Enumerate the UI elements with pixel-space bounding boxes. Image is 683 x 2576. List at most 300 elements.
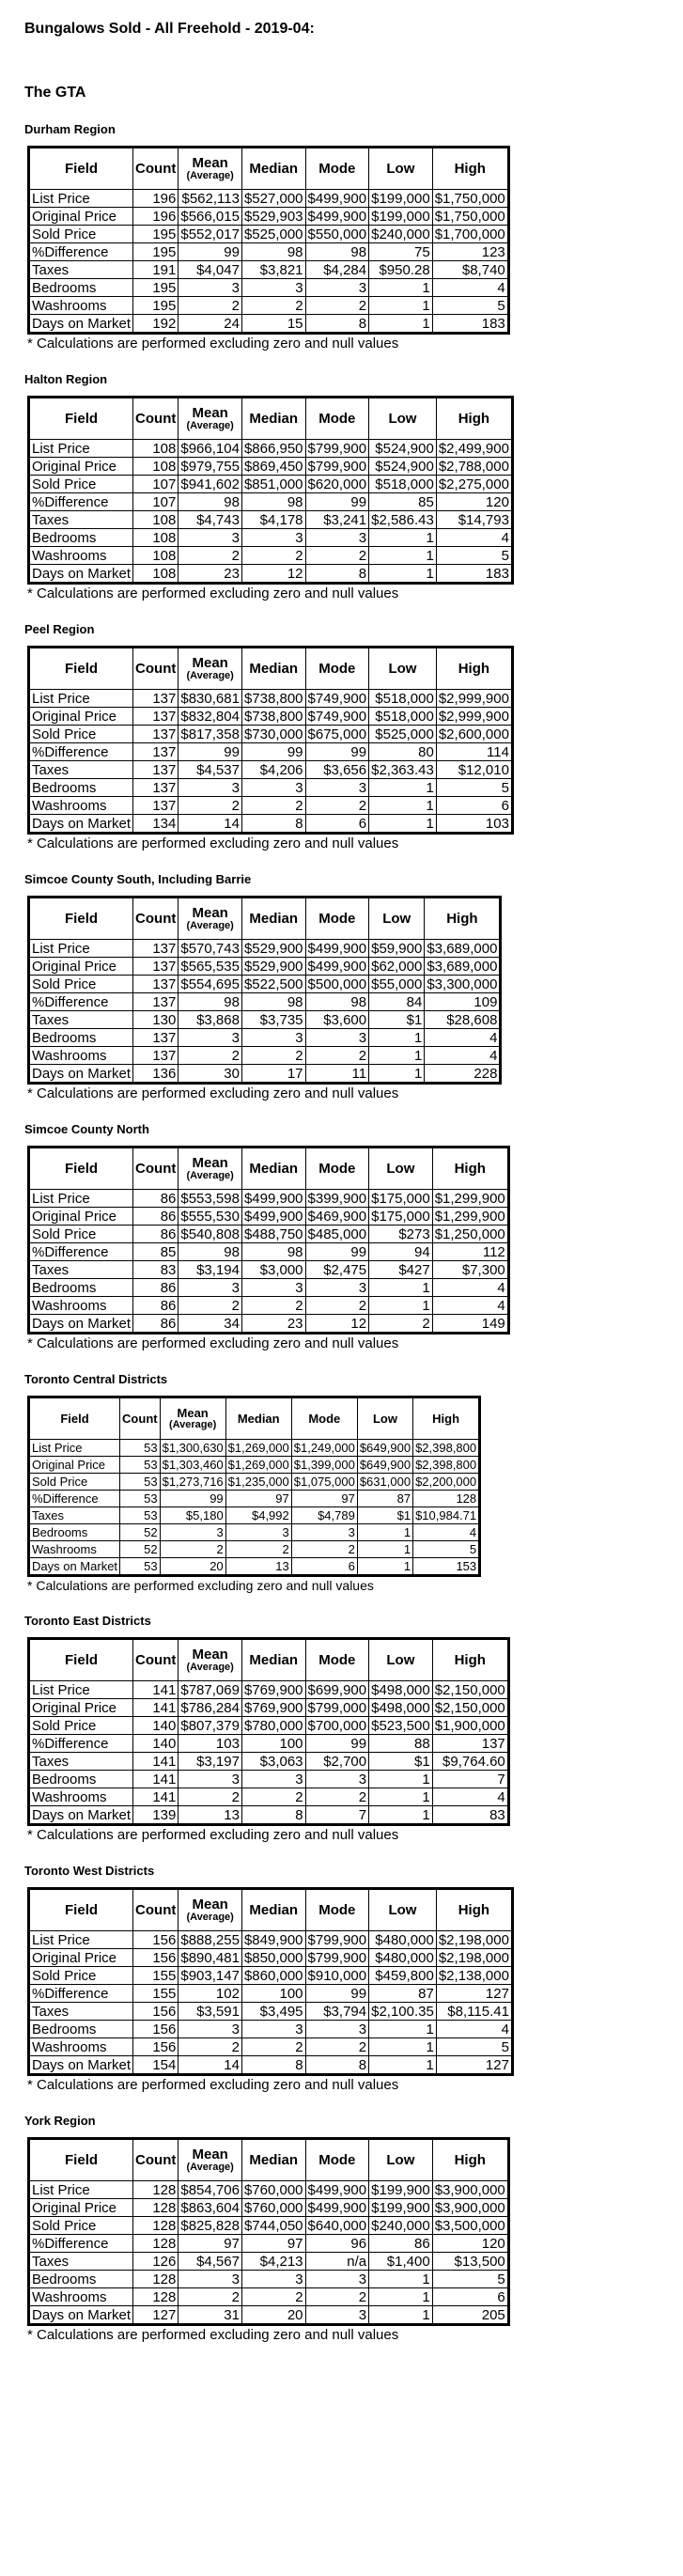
cell-median: 100 [241, 1985, 305, 2003]
table-row [29, 297, 509, 315]
table-row [29, 708, 513, 726]
column-header-mode-label: Mode [318, 1651, 356, 1668]
cell-field: %Difference [29, 1491, 120, 1507]
table-row [29, 976, 501, 993]
cell-low: 1 [369, 779, 437, 797]
stats-table [27, 2137, 510, 2326]
cell-low: $525,000 [369, 726, 437, 743]
column-header-low-label: Low [386, 160, 415, 177]
calculation-note: * Calculations are performed excluding zero and null values [27, 1085, 399, 1101]
cell-count: 53 [120, 1457, 161, 1474]
column-header-field [29, 2139, 133, 2181]
cell-field: Washrooms [29, 1047, 133, 1065]
cell-mean: 34 [179, 1315, 242, 1334]
cell-high: 6 [436, 797, 512, 815]
cell-low: $498,000 [369, 1699, 433, 1717]
cell-low: 94 [369, 1243, 433, 1261]
cell-field: List Price [29, 1931, 133, 1949]
cell-field: Taxes [29, 761, 133, 779]
cell-low: 1 [369, 2038, 437, 2056]
cell-mean: $825,828 [179, 2217, 242, 2235]
cell-count: 83 [133, 1261, 179, 1279]
cell-high: $2,788,000 [436, 458, 512, 476]
column-header-mean-sublabel: (Average) [186, 2161, 234, 2173]
cell-mean: $540,808 [179, 1226, 242, 1243]
header-row [29, 1147, 509, 1190]
column-header-high-label: High [458, 410, 490, 427]
table-row [29, 726, 513, 743]
cell-field: Sold Price [29, 226, 133, 243]
cell-count: 128 [133, 2288, 179, 2306]
region-title: Simcoe County North [24, 1122, 149, 1136]
cell-count: 86 [133, 1279, 179, 1297]
column-header-high-label: High [454, 160, 486, 177]
column-header-field-label: Field [65, 410, 99, 427]
table-row [29, 993, 501, 1011]
column-header-mean-sublabel: (Average) [186, 919, 234, 931]
cell-mode: 3 [305, 529, 369, 547]
column-header-count [133, 148, 179, 190]
cell-count: 137 [133, 708, 179, 726]
cell-low: $1,400 [369, 2253, 433, 2271]
cell-low: 1 [369, 547, 437, 565]
table-row [29, 1243, 509, 1261]
region-section [24, 2114, 683, 2343]
column-header-mode-label: Mode [318, 1160, 356, 1177]
cell-field: Days on Market [29, 2056, 133, 2075]
column-header-low-label: Low [388, 1901, 417, 1918]
cell-high: $1,900,000 [432, 1717, 508, 1735]
cell-mode: 97 [291, 1491, 357, 1507]
cell-field: Bedrooms [29, 529, 133, 547]
cell-count: 137 [133, 743, 179, 761]
cell-count: 108 [133, 547, 179, 565]
column-header-field-label: Field [65, 1160, 99, 1177]
cell-field: Original Price [29, 1949, 133, 1967]
cell-mean: $555,530 [179, 1208, 242, 1226]
cell-high: $1,299,900 [432, 1190, 508, 1208]
column-header-low [369, 1147, 433, 1190]
cell-mean: 3 [179, 779, 242, 797]
cell-low: 2 [369, 1315, 433, 1334]
cell-mode: $749,900 [305, 708, 369, 726]
cell-count: 128 [133, 2199, 179, 2217]
region-section [24, 1122, 683, 1351]
column-header-high-label: High [458, 1901, 490, 1918]
table-row [29, 1753, 509, 1771]
cell-mode: 8 [305, 565, 369, 584]
column-header-mean-label: Mean [177, 1405, 209, 1420]
cell-high: 4 [432, 279, 508, 297]
cell-high: 183 [432, 315, 508, 334]
table-row [29, 2306, 509, 2325]
cell-mean: $3,868 [179, 1011, 242, 1029]
cell-low: $2,586.43 [369, 511, 437, 529]
column-header-mean [179, 1889, 242, 1931]
cell-mode: $3,794 [305, 2003, 369, 2021]
cell-low: $199,900 [369, 2199, 433, 2217]
cell-low: $950.28 [369, 261, 433, 279]
table-row [29, 690, 513, 708]
cell-mode: $799,000 [305, 1699, 369, 1717]
cell-count: 141 [133, 1788, 179, 1806]
cell-field: Days on Market [29, 1558, 120, 1576]
cell-low: $55,000 [369, 976, 425, 993]
cell-field: Washrooms [29, 297, 133, 315]
table-row [29, 1226, 509, 1243]
cell-count: 128 [133, 2217, 179, 2235]
column-header-median-label: Median [249, 410, 299, 427]
table-row [29, 547, 513, 565]
cell-count: 196 [133, 208, 179, 226]
cell-mode: $700,000 [305, 1717, 369, 1735]
column-header-mean [179, 648, 242, 690]
cell-count: 86 [133, 1190, 179, 1208]
cell-mode: 3 [305, 2271, 369, 2288]
cell-mode: 2 [305, 1297, 369, 1315]
cell-field: Taxes [29, 1261, 133, 1279]
column-header-low [369, 148, 433, 190]
cell-field: Original Price [29, 1208, 133, 1226]
column-header-field-label: Field [65, 1901, 99, 1918]
cell-mode: $4,284 [305, 261, 369, 279]
cell-high: $2,150,000 [432, 1699, 508, 1717]
table-row [29, 1788, 509, 1806]
cell-count: 141 [133, 1753, 179, 1771]
cell-count: 191 [133, 261, 179, 279]
cell-high: $28,608 [425, 1011, 501, 1029]
column-header-mean-sublabel: (Average) [186, 1911, 234, 1923]
cell-count: 156 [133, 1949, 179, 1967]
region-title: York Region [24, 2114, 96, 2128]
cell-field: Original Price [29, 1699, 133, 1717]
cell-median: $3,063 [241, 1753, 305, 1771]
column-header-field [29, 148, 133, 190]
cell-mean: 14 [179, 815, 242, 834]
cell-mode: 8 [305, 2056, 369, 2075]
column-header-low [369, 648, 437, 690]
stats-table [27, 1637, 510, 1826]
table-row [29, 1190, 509, 1208]
cell-high: 4 [436, 2021, 512, 2038]
cell-low: $518,000 [369, 690, 437, 708]
cell-field: Original Price [29, 958, 133, 976]
column-header-median [241, 1147, 305, 1190]
cell-mode: 2 [305, 2038, 369, 2056]
column-header-high-label: High [446, 910, 478, 927]
cell-high: 128 [413, 1491, 480, 1507]
column-header-high-label: High [458, 660, 490, 677]
cell-mode: 99 [305, 493, 369, 511]
column-header-count-label: Count [135, 660, 177, 677]
cell-high: 123 [432, 243, 508, 261]
cell-high: $8,115.41 [436, 2003, 512, 2021]
column-header-count-label: Count [135, 1651, 177, 1668]
cell-count: 85 [133, 1243, 179, 1261]
cell-mean: 2 [179, 297, 242, 315]
column-header-median [241, 148, 305, 190]
header-row [29, 398, 513, 440]
column-header-mode-label: Mode [308, 1411, 341, 1426]
cell-field: Sold Price [29, 726, 133, 743]
cell-field: Bedrooms [29, 2021, 133, 2038]
cell-field: Taxes [29, 511, 133, 529]
calculation-note: * Calculations are performed excluding zero and null values [27, 336, 399, 351]
cell-mode: 3 [305, 1279, 369, 1297]
cell-low: 1 [357, 1524, 412, 1541]
cell-median: 2 [241, 1047, 305, 1065]
cell-mean: 2 [160, 1541, 225, 1558]
cell-low: $480,000 [369, 1949, 437, 1967]
cell-count: 155 [133, 1967, 179, 1985]
column-header-count-label: Count [122, 1411, 158, 1426]
cell-high: 137 [432, 1735, 508, 1753]
cell-field: %Difference [29, 1243, 133, 1261]
cell-low: $2,100.35 [369, 2003, 437, 2021]
table-row [29, 1931, 513, 1949]
cell-count: 192 [133, 315, 179, 334]
column-header-mean [179, 1147, 242, 1190]
cell-low: 1 [369, 529, 437, 547]
cell-field: %Difference [29, 993, 133, 1011]
cell-low: $524,900 [369, 440, 437, 458]
cell-high: 183 [436, 565, 512, 584]
cell-mode: $2,700 [305, 1753, 369, 1771]
table-row [29, 315, 509, 334]
column-header-mean [179, 898, 242, 940]
cell-mode: 2 [305, 2288, 369, 2306]
cell-mode: $1,399,000 [291, 1457, 357, 1474]
table-row [29, 2271, 509, 2288]
cell-low: 1 [369, 1806, 433, 1825]
cell-field: %Difference [29, 743, 133, 761]
cell-mean: 2 [179, 1788, 242, 1806]
table-row [29, 940, 501, 958]
table-row [29, 1699, 509, 1717]
cell-median: 3 [241, 279, 305, 297]
cell-count: 139 [133, 1806, 179, 1825]
column-header-count [133, 1639, 179, 1681]
table-row [29, 1297, 509, 1315]
region-title: Toronto West Districts [24, 1864, 155, 1878]
cell-mean: 23 [179, 565, 242, 584]
cell-count: 141 [133, 1699, 179, 1717]
column-header-field [29, 398, 133, 440]
cell-mode: $1,249,000 [291, 1440, 357, 1457]
cell-mean: 13 [179, 1806, 242, 1825]
calculation-note: * Calculations are performed excluding zero and null values [27, 585, 399, 601]
cell-mean: 2 [179, 2288, 242, 2306]
cell-low: $175,000 [369, 1190, 433, 1208]
cell-mean: 103 [179, 1735, 242, 1753]
column-header-mode-label: Mode [318, 660, 356, 677]
header-row [29, 1889, 513, 1931]
cell-mean: $3,591 [179, 2003, 242, 2021]
cell-mode: 98 [305, 993, 369, 1011]
cell-median: $730,000 [241, 726, 305, 743]
cell-field: List Price [29, 1440, 120, 1457]
cell-count: 108 [133, 529, 179, 547]
cell-mean: $903,147 [179, 1967, 242, 1985]
cell-high: $7,300 [432, 1261, 508, 1279]
cell-mode: 7 [305, 1806, 369, 1825]
cell-count: 137 [133, 993, 179, 1011]
cell-mode: 99 [305, 743, 369, 761]
column-header-mean [179, 1639, 242, 1681]
cell-high: $2,275,000 [436, 476, 512, 493]
cell-mean: $817,358 [179, 726, 242, 743]
cell-count: 137 [133, 958, 179, 976]
cell-median: $1,269,000 [225, 1457, 291, 1474]
cell-field: Washrooms [29, 2288, 133, 2306]
cell-high: 5 [432, 2271, 508, 2288]
region-section [24, 622, 683, 851]
cell-field: Sold Price [29, 2217, 133, 2235]
cell-mode: $749,900 [305, 690, 369, 708]
cell-mode: 99 [305, 1985, 369, 2003]
cell-mode: $3,600 [305, 1011, 369, 1029]
cell-high: $13,500 [432, 2253, 508, 2271]
cell-high: 120 [436, 493, 512, 511]
cell-field: List Price [29, 440, 133, 458]
cell-low: 1 [357, 1541, 412, 1558]
cell-mean: 24 [179, 315, 242, 334]
cell-mean: 3 [179, 1279, 242, 1297]
cell-high: $1,750,000 [432, 190, 508, 208]
table-row [29, 1985, 513, 2003]
column-header-count-label: Count [135, 910, 177, 927]
column-header-field-label: Field [65, 160, 99, 177]
cell-field: %Difference [29, 493, 133, 511]
cell-median: 12 [241, 565, 305, 584]
cell-median: 97 [241, 2235, 305, 2253]
cell-low: 84 [369, 993, 425, 1011]
cell-count: 156 [133, 2038, 179, 2056]
table-row [29, 2021, 513, 2038]
cell-field: %Difference [29, 2235, 133, 2253]
calculation-note: * Calculations are performed excluding zero and null values [27, 1827, 399, 1843]
column-header-mode [305, 398, 369, 440]
table-row [29, 761, 513, 779]
cell-median: 2 [241, 547, 305, 565]
cell-high: $2,198,000 [436, 1931, 512, 1949]
cell-field: Days on Market [29, 815, 133, 834]
cell-count: 195 [133, 297, 179, 315]
section-title: The GTA [24, 85, 86, 101]
cell-median: $499,900 [241, 1208, 305, 1226]
table-row [29, 1558, 480, 1576]
cell-mean: 97 [179, 2235, 242, 2253]
column-header-count [133, 648, 179, 690]
cell-mean: 99 [160, 1491, 225, 1507]
cell-median: $529,903 [241, 208, 305, 226]
cell-mode: 99 [305, 1243, 369, 1261]
cell-mode: $499,900 [305, 2181, 369, 2199]
cell-low: 87 [369, 1985, 437, 2003]
cell-count: 108 [133, 565, 179, 584]
cell-field: Days on Market [29, 1315, 133, 1334]
cell-mean: $554,695 [179, 976, 242, 993]
cell-median: 98 [241, 493, 305, 511]
cell-median: 2 [241, 2288, 305, 2306]
cell-mode: $2,475 [305, 1261, 369, 1279]
column-header-mean-label: Mean [192, 1646, 228, 1663]
cell-low: 1 [369, 2306, 433, 2325]
header-row [29, 148, 509, 190]
cell-count: 137 [133, 797, 179, 815]
column-header-median-label: Median [249, 1160, 299, 1177]
cell-count: 141 [133, 1681, 179, 1699]
cell-median: 2 [241, 2038, 305, 2056]
column-header-mean-label: Mean [192, 404, 228, 421]
cell-field: Bedrooms [29, 779, 133, 797]
cell-field: Taxes [29, 261, 133, 279]
table-row [29, 208, 509, 226]
cell-count: 108 [133, 511, 179, 529]
cell-high: 4 [432, 1279, 508, 1297]
cell-low: 88 [369, 1735, 433, 1753]
cell-field: Washrooms [29, 797, 133, 815]
cell-high: 6 [432, 2288, 508, 2306]
cell-high: $2,398,800 [413, 1440, 480, 1457]
cell-high: 7 [432, 1771, 508, 1788]
cell-count: 86 [133, 1208, 179, 1226]
cell-low: $631,000 [357, 1474, 412, 1491]
cell-mean: 3 [179, 1029, 242, 1047]
cell-count: 52 [120, 1524, 161, 1541]
header-row [29, 648, 513, 690]
stats-table [27, 396, 514, 585]
column-header-count-label: Count [135, 2151, 177, 2168]
cell-field: Bedrooms [29, 1029, 133, 1047]
cell-field: Days on Market [29, 315, 133, 334]
cell-count: 137 [133, 940, 179, 958]
cell-count: 156 [133, 2021, 179, 2038]
cell-mode: $469,900 [305, 1208, 369, 1226]
cell-field: Sold Price [29, 1474, 120, 1491]
cell-mean: $562,113 [179, 190, 242, 208]
cell-mode: $699,900 [305, 1681, 369, 1699]
cell-median: $851,000 [241, 476, 305, 493]
cell-mean: $890,481 [179, 1949, 242, 1967]
cell-high: $2,138,000 [436, 1967, 512, 1985]
cell-low: $62,000 [369, 958, 425, 976]
cell-median: 3 [241, 2271, 305, 2288]
column-header-mean-sublabel: (Average) [186, 419, 234, 431]
cell-count: 156 [133, 2003, 179, 2021]
cell-count: 136 [133, 1065, 179, 1084]
column-header-field [29, 648, 133, 690]
column-header-field [29, 1889, 133, 1931]
region-title: Toronto Central Districts [24, 1372, 168, 1386]
cell-count: 156 [133, 1931, 179, 1949]
cell-count: 140 [133, 1717, 179, 1735]
cell-low: $240,000 [369, 226, 433, 243]
cell-mean: $4,047 [179, 261, 242, 279]
cell-field: Sold Price [29, 476, 133, 493]
cell-mean: $832,804 [179, 708, 242, 726]
cell-median: 8 [241, 815, 305, 834]
cell-mean: $830,681 [179, 690, 242, 708]
column-header-low-label: Low [372, 1411, 397, 1426]
cell-count: 108 [133, 458, 179, 476]
stats-table [27, 1146, 510, 1335]
cell-low: $518,000 [369, 476, 437, 493]
table-row [29, 1440, 480, 1457]
cell-low: 1 [369, 297, 433, 315]
cell-mode: $799,900 [305, 1931, 369, 1949]
cell-field: Bedrooms [29, 1524, 120, 1541]
